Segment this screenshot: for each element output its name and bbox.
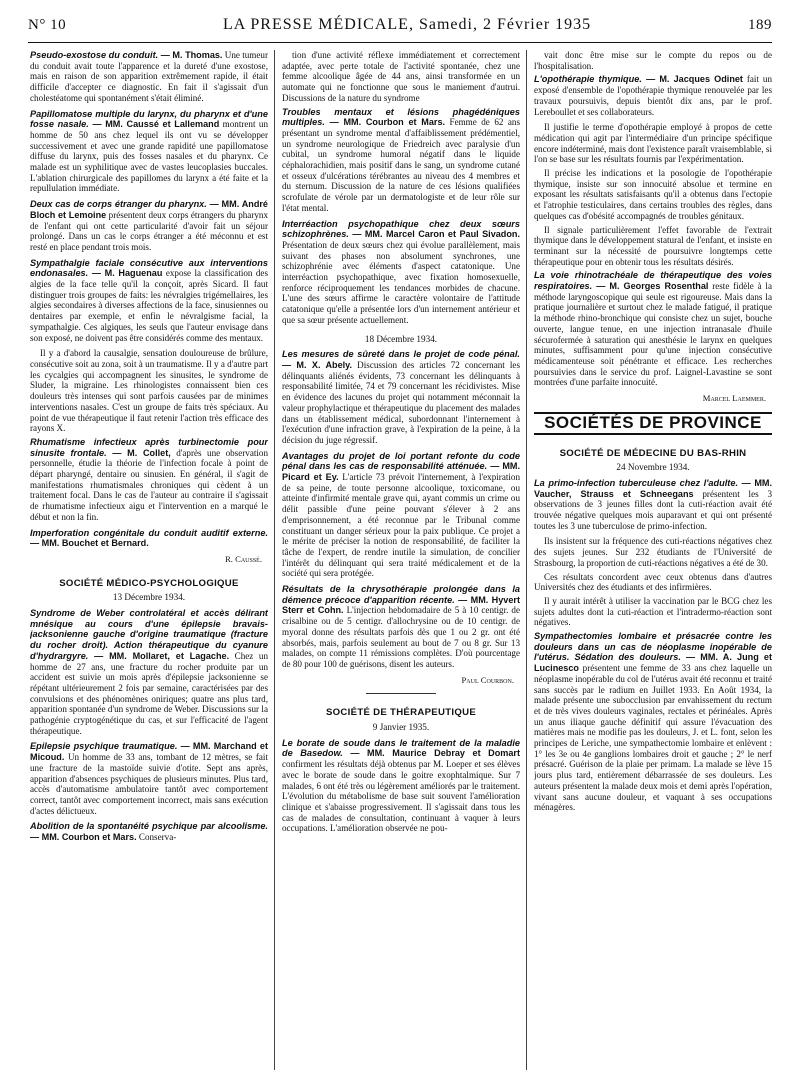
article-title: Papillomatose multiple du larynx, du pharynx et d'une fosse nasale. [30,108,268,130]
article-entry [30,437,268,523]
signature: Paul Courbon. [461,674,514,685]
section-heading: SOCIÉTÉS DE PROVINCE [534,412,772,435]
signature: Marcel Laemmer. [702,393,766,404]
article-body: présentent une femme de 33 ans chez laquelle un néoplasme inopérable du col de l'utérus avait été reconnu et traité sans succès par le radium en Juillet 1933. En Août 1934, la malade présente une subocclusion par envahissement du rectum et de très vives douleurs vaginales, rectales et périnéales. Après un anus iliaque gauche définitif qui assure l'évacuation des matières mais ne modifie pas les douleurs, J. et L. font, selon les principes de Leriche, une sympathectomie lombaire et enlèvent : 1° les 3e ou 4e ganglions lombaires droit et gauche ; 2° le nerf présacré. Guérison de la plaie per primam. La malade se lève 15 jours plus tard, entièrement débarrassée de ses douleurs. Les auteurs présentent la malade deux mois et demi après l'opération, vivant sans aucune douleur, et vaquant à ses occupations ménagères. [534,663,772,813]
article-entry [534,596,772,628]
article-title: Rhumatisme infectieux après turbinectomie pour sinusite frontale. [30,436,268,458]
article-authors: — MM. Caussé et Lallemand [88,119,220,130]
article-body: Présentation de deux sœurs chez qui évolue parallèlement, mais suivant des phases non absolument synchrones, une schizophrénie avec éléments d'aspect catatonique. Une interréaction psychopathique, avec fixation homosexuelle, renforce réciproquement les tendances morbides de chacune. L'une des sœurs affirme le caractère volontaire de l'attitude catatonique qu'elle a présentée lors d'un internement antérieur et que sa sœur présente actuellement. [282,239,520,325]
article-body: Une tumeur du conduit avait toute l'apparence et la dureté d'une exostose, mais en raison de son apparition extrêmement rapide, il était difficile d'accepter ce diagnostic. En fait il s'agissait d'un cholestéatome qui spontanément s'était éliminé. [30,50,268,103]
article-entry [534,572,772,593]
article-body: Conserva- [136,832,177,843]
page-number: 189 [748,17,772,33]
separator [366,693,436,694]
article-entry [282,584,520,670]
article-entry [534,270,772,388]
page-header [28,16,772,40]
article-entry [534,536,772,568]
article-entry [30,821,268,842]
column-2 [282,50,520,1070]
article-body: Discussion des articles 72 concernant les délinquants aliénés évidents, 73 concernant les délinquants à responsabilité limitée, 74 et 79 concernant les récidivistes. Mise en évidence des lacunes du projet qui notamment méconnait la valeur prophylactique et thérapeutique du placement des malades dans un établissement médical, subordonnant l'internement à l'exécution d'une infraction grave, à l'expiration de la peine, à la décision du juge régressif. [282,359,520,445]
article-body: confirment les résultats déjà obtenus par M. Loeper et ses élèves avec le borate de soude dans le goitre exophtalmique. Sur 7 malades, 6 ont été très ou légèrement améliorés par le traitement. L'évolution du métabolisme de base suit souvent l'amélioration clinique et s'abaisse progressivement. Il s'agissait dans tous les cas de malades de consultation, continuant à vaquer à leurs occupations. L'amélioration observée ne pou- [282,759,520,834]
article-entry [30,608,268,736]
article-authors: — M. Thomas. [158,50,223,60]
article-title: Le borate de soude dans le traitement de la maladie de Basedow. [282,737,520,759]
article-entry [282,451,520,579]
article-body: Ils insistent sur la fréquence des cuti-réactions négatives chez des sujets jeunes. Sur 232 étudiants de l'Université de Strasbourg, la proportion de cuti-réactions négatives a été de 30. [534,536,772,568]
article-entry [30,109,268,195]
session-date: 9 Janvier 1935. [372,722,430,733]
article-entry [30,199,268,253]
article-entry [282,349,520,445]
article-title: Les mesures de sûreté dans le projet de code pénal. [282,349,520,360]
column-3 [534,50,772,1070]
article-title: Sympathectomies lombaire et présacrée contre les douleurs dans un cas de néoplasme inopérable de l'utérus. Sédation des douleurs. [534,631,772,663]
article-body: présentent deux corps étrangers du pharynx de l'enfant qui ont cette particularité d'avoir fait un séjour prolongé. Dans un cas le corps étranger a été méconnu et est resté en place pendant trois mois. [30,209,268,252]
article-title: Avantages du projet de loi portant refonte du code pénal dans les cas de responsabilité atténuée. [282,450,520,472]
article-body: tion d'une activité réflexe immédiatement et correctement adaptée, avec perte totale de l'activité spontanée, chez une femme alcoolique âgée de 44 ans, ainsi transformée en un automate qui ne fonctionne que sous le maniement d'autrui. Discussions de la nature du syndrome [282,50,520,103]
article-authors: — MM. A. Jung et Lucinesco [534,652,772,674]
article-entry [30,258,268,344]
society-heading: SOCIÉTÉ DE THÉRAPEUTIQUE [325,707,477,719]
session-date: 18 Décembre 1934. [364,333,438,344]
article-entry [30,50,268,104]
article-body: Ces résultats concordent avec ceux obtenus dans d'autres Universités chez des étudiants et des infirmières. [534,571,772,593]
article-authors: — M. Haguenau [88,268,163,279]
article-entry [30,528,268,549]
article-body: Il signale particulièrement l'effet favorable de l'extrait thymique dans le développement statural de l'enfant, et insiste en terminant sur la nécessité de poursuivre longtemps cette thérapeutique pour en obtenir tous les résultats désirés. [534,224,772,267]
article-title: Résultats de la chrysothérapie prolongée dans la démence précoce d'apparition récente. [282,584,520,605]
article-body: Il justifie le terme d'opothérapie employé à propos de cette médication qui agit par l'intermédiaire d'un principe spécifique encore indéterminé, mais dont l'existence paraît vraisemblable, si l'on se base sur les résultats fournis par l'expérimentation. [534,122,772,165]
article-body: d'après une observation personnelle, étudie la théorie de l'infection focale à point de départ pharyngé, dentaire ou sinusien. En général, il s'agit de manifestations rhumatismales chroniques qui cèdent à un traitement focal. Dans le cas de l'auteur au contraire il s'agissait de rhumatisme infectieux aigu et l'intervention en a marqué le début et non la fin. [30,447,268,522]
article-entry [534,225,772,268]
article-body: montrent un homme de 50 ans chez lequel ils ont vu se développer successivement et avec une grande rapidité une papillomatose diffuse du larynx, puis des fosses nasales et du pharynx. Ce malade est un syphilitique avec de vastes leucoplasies buccales. L'ablation chirurgicale des papillomes du larynx a été faite et la repullulation immédiate. [30,119,268,194]
article-body: présentent les 3 observations de 3 jeunes filles dont la cuti-réaction avait été trouvée négative quelques mois auparavant et qui ont présenté toutes les 3 une tuberculose de primo-infection. [534,488,772,531]
article-authors: — MM. Hyvert Sterr et Cohn. [282,594,520,616]
session-date: 24 Novembre 1934. [616,462,690,473]
article-body: Il y a d'abord la causalgie, sensation douloureuse de brûlure, consécutive soit au zona, soit à un traumatisme. Il y a d'autre part les cycalgies qui accompagnent les sinusites, le syndrome de Sluder, la migraine. Les rhinologistes connaissent bien ces douleurs très intenses qui sont parfois causées par de minimes interventions nasales. C'est un groupe de faits très spéciaux. Au point de vue thérapeutique il faut retenir l'action très efficace des rayons X. [30,348,268,434]
header-rule [28,42,772,43]
article-authors: — M. Collet, [106,447,171,458]
article-authors: — MM. André Bloch et Lemoine [30,199,268,220]
article-body: reste fidèle à la méthode laryngoscopique qui seule est rigoureuse. Mais dans la pratique journalière et surtout chez le malade fatigué, il pratique la méthode rhino-bronchique qui consiste chez un sujet, bouche ouverte, langue tenue, en une injection intranasale d'huile sécurofermée à saturation qui anesthésie le larynx en quelques minutes, suffisamment pour qu'une injection consécutive médicamenteuse soit pénétrante et efficace. Les recherches poursuivies dans le service du prof. Laignel-Lavastine se sont montrées d'une parfaite innocuité. [534,281,772,388]
article-entry [282,738,520,834]
article-authors: — MM. Bouchet et Bernard. [30,538,149,549]
column-1 [30,50,268,1070]
article-body: fait un exposé d'ensemble de l'opothérapie thymique renouvelée par les travaux poursuivis, depuis bientôt dix ans, par le prof. Lereboullet et ses collaborateurs. [534,74,772,117]
article-entry [30,741,268,816]
article-body: Il y aurait intérêt à utiliser la vaccination par le BCG chez les sujets adultes dont la cuti-réaction et l'intradermo-réaction sont négatives. [534,595,772,628]
article-entry [534,122,772,165]
article-authors: — MM. Mollaret, et Lagache. [88,650,230,661]
article-body: Il précise les indications et la posologie de l'opothérapie thymique, insiste sur son innocuité absolue et termine en exposant les résultats satisfaisants qu'il a obtenus dans l'ectopie et l'atrophie testiculaires, dans certains troubles des règles, dans quelques cas d'obésité accompagnés de troubles génitaux. [534,168,772,221]
article-authors: — MM. Courbon et Mars. [324,117,446,128]
article-title: Pseudo-exostose du conduit. [30,50,159,60]
article-title: Interréaction psychopathique chez deux sœurs schizophrènes. [282,218,520,240]
article-body: Chez un homme de 27 ans, une fracture du rocher produite par un accident est suivie un mois après d'épilepsie jacksonienne se répétant ultérieurement 2 fois par semaine, caractérisées par des convulsions et des phénomènes oniriques; quatre ans plus tard, apparition spontanée d'un syndrome de Weber. Discussions sur la pathogénie cryptogénétique du cas, et sur l'efficacité de l'agent thérapeutique. [30,650,268,736]
article-body: Un homme de 33 ans, tombant de 12 mètres, se fait une fracture de la mastoïde suivie d'otite. Sept ans après, apparition d'absences psychiques de plusieurs minutes. Plus tard, accès d'automatisme ambulatoire tantôt avec comportement correct, tantôt avec comportement incorrect, mais sans exécution d'actes délictueux. [30,752,268,816]
article-entry [282,219,520,326]
article-entry [534,50,772,71]
article-title: Troubles mentaux et lésions phagédéniques multiples. [282,106,520,128]
article-authors: — MM. Picard et Ey. [282,461,520,483]
article-title: Epilepsie psychique traumatique. [30,741,178,752]
issue-number: N° 10 [28,17,67,33]
article-entry [282,50,520,104]
article-title: Abolition de la spontanéité psychique par alcoolisme. [30,821,268,832]
article-title: Syndrome de Weber controlatéral et accès délirant mnésique au cours d'une épilepsie bravais-jacksonienne gauche d'origine traumatique (fracture du rocher droit). Action thérapeutique du cyanure d'hydrargyre. [30,608,268,661]
signature: R. Caussé. [225,553,262,564]
article-entry [534,478,772,532]
article-authors: — MM. Courbon et Mars. [30,832,137,843]
article-entry [30,348,268,434]
article-entry [534,168,772,222]
journal-title: LA PRESSE MÉDICALE, Samedi, 2 Février 1935 [222,16,592,33]
article-body: Femme de 62 ans présentant un syndrome mental d'affaiblissement prédémentiel, un syndrome neurologique de Friedreich avec paralysie d'un cubital, un syndrome humoral négatif dans le liquide céphalorachidien, mais positif dans le sang, un syndrome cutané et osseux d'ulcérations térébrantes au niveau des 4 membres et du sternum. Discussion de la nature de ces lésions qualifiées scrofulate de vérole par un dermatologiste et de leur rôle sur l'état mental. [282,117,520,213]
article-authors: — MM. Marchand et Micoud. [30,741,268,763]
article-authors: — M. Georges Rosenthal [592,281,709,292]
article-entry [534,631,772,813]
article-entry [282,107,520,214]
society-heading: SOCIÉTÉ DE MÉDECINE DU BAS-RHIN [559,447,747,459]
article-authors: — MM. Vaucher, Strauss et Schneegans [534,477,772,499]
article-entry [534,74,772,117]
article-title: Deux cas de corps étranger du pharynx. [30,199,207,210]
article-title: L'opothérapie thymique. [534,74,642,85]
column-divider [274,50,275,1070]
article-title: Imperforation congénitale du conduit auditif externe. [30,527,268,538]
column-divider [526,50,527,1070]
article-title: Sympathalgie faciale consécutive aux interventions endonasales. [30,257,268,279]
article-authors: — M. X. Abely. [282,359,353,370]
article-authors: — M. Jacques Odinet [641,74,743,85]
article-title: La voie rhinotrachéale de thérapeutique des voies respiratoires. [534,270,772,292]
article-authors: — MM. Maurice Debray et Domart [342,748,520,759]
article-body: L'article 73 prévoit l'internement, à l'expiration de sa peine, de toute personne alcoolique, toxicomane, ou atteinte d'infirmité mentale grave qui, ayant commis un crime ou délit passible d'une peine pouvant s'élever à 2 ans d'emprisonnement, a été reconnue par le Tribunal comme constituant un danger sérieux pour la paix publique. Ce projet a le mérite de préciser la notion de responsabilité, de faciliter la tâche de l'expert, de rendre inutile la simulation, de concilier l'intérêt du délinquant qui sera traité médicalement et de la société qui sera protégée. [282,472,520,579]
article-authors: — MM. Marcel Caron et Paul Sivadon. [348,229,520,240]
society-heading: SOCIÉTÉ MÉDICO-PSYCHOLOGIQUE [59,577,239,589]
session-date: 13 Décembre 1934. [112,592,186,603]
article-body: expose la classification des algies de la face telle qu'il la conçoit, après Sicard. Il faut distinguer trois groupes de faits: les névralgies trigémellaires, les algies secondaires à diverses affections de la face, sinusiennes ou dentaires par exemple, et enfin le névralgisme facial, la sympathalgie. Ces algiques, les seuls que l'auteur envisage dans son exposé, ne doivent pas être considérés comme des mentaux. [30,268,268,343]
article-body: vait donc être mise sur le compte du repos ou de l'hospitalisation. [534,50,772,71]
article-title: La primo-infection tuberculeuse chez l'adulte. [534,477,739,488]
article-body: L'injection hebdomadaire de 5 à 10 centigr. de crisalbine ou de 5 centigr. d'allochrysine ou de 10 centigr. de myoral donne des résultats parfois dès que 1 ou 2 gr. ont été absorbés, mais, parfois seulement au bout de 7 ou 8 gr. Sur 13 malades, on compte 11 rémissions complètes. D'où pourcentage de 80 pour 100 de guérisons, disent les auteurs. [282,605,520,669]
